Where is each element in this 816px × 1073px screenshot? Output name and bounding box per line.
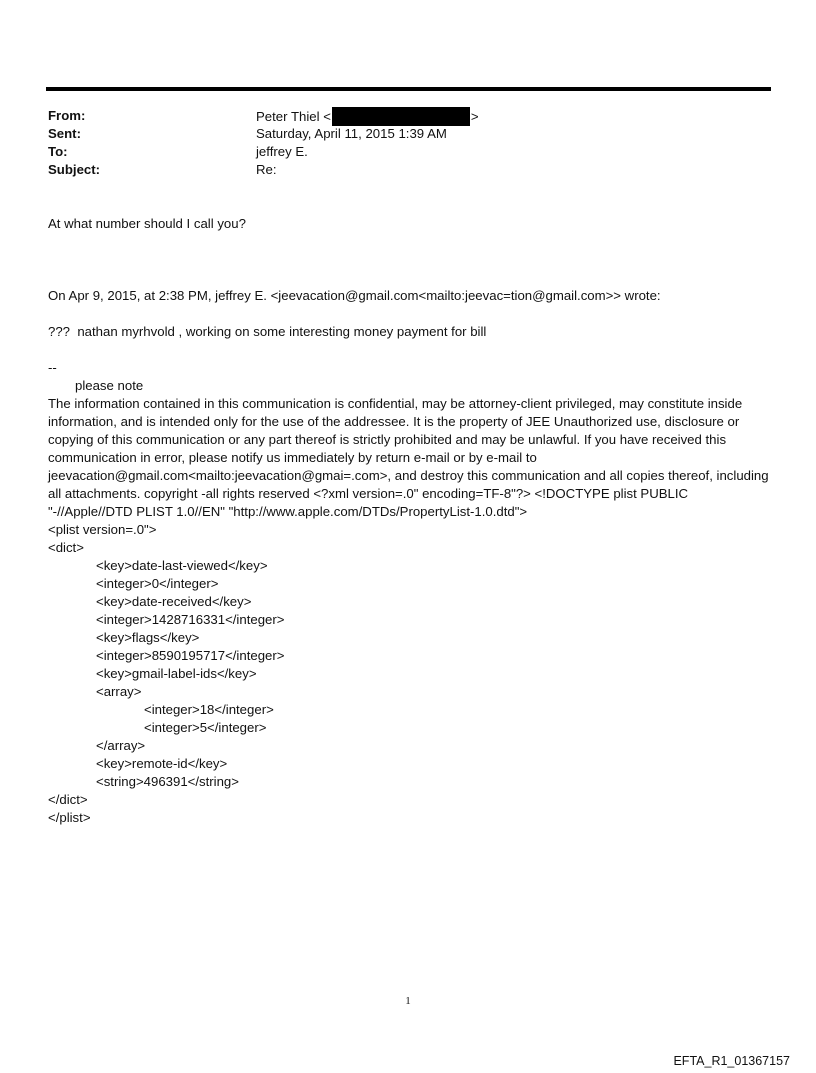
plist-line: <key>date-last-viewed</key> (96, 558, 268, 573)
plist-line: <integer>18</integer> (144, 702, 274, 717)
plist-line: </dict> (48, 792, 88, 807)
sent-value: Saturday, April 11, 2015 1:39 AM (256, 126, 447, 141)
plist-line: <integer>8590195717</integer> (96, 648, 285, 663)
quoted-message: ??? nathan myrhvold , working on some interesting money payment for bill (48, 324, 487, 339)
from-value (256, 107, 479, 125)
plist-line: <key>gmail-label-ids</key> (96, 666, 257, 681)
disclaimer-text: The information contained in this communication is confidential, may be attorney-client privileged, may constitute inside information, and is intended only for the use of the addressee. It is the property of JEE Unauthorized use, disclosure or copying of this communication or any part thereof is strictly prohibited and may be unlawful. If you have received this communication in error, please notify us immediately by return e-mail or by e-mail to jeevacation@gmail.com<mailto:jeevacation@gmai=.com>, and destroy this communication and all copies thereof, including all attachments. copyright -all rights reserved <?xml version=.0" encoding=TF-8"?> <!DOCTYPE plist PUBLIC "-//Apple//DTD PLIST 1.0//EN" "http://www.apple.com/DTDs/PropertyList-1.0.dtd"> (48, 396, 769, 519)
please-note: please note (75, 378, 144, 393)
from-row (48, 107, 479, 125)
redaction-block (332, 107, 470, 126)
to-label: To: (48, 144, 68, 159)
email-body (48, 215, 773, 827)
to-value: jeffrey E. (256, 144, 308, 159)
plist-line: <string>496391</string> (96, 774, 239, 789)
bates-number: EFTA_R1_01367157 (673, 1054, 790, 1068)
plist-line: <plist version=.0"> (48, 522, 157, 537)
sent-label: Sent: (48, 126, 81, 141)
sent-row (48, 125, 479, 143)
plist-line: <dict> (48, 540, 84, 555)
plist-line: <key>date-received</key> (96, 594, 252, 609)
from-label: From: (48, 108, 86, 123)
quote-intro: On Apr 9, 2015, at 2:38 PM, jeffrey E. <jeevacation@gmail.com<mailto:jeevac=tion@gmail.com>> wrote: (48, 288, 661, 303)
plist-line: <key>remote-id</key> (96, 756, 228, 771)
plist-line: <integer>1428716331</integer> (96, 612, 285, 627)
message-text: At what number should I call you? (48, 216, 246, 231)
plist-block (48, 521, 773, 827)
subject-row (48, 161, 479, 179)
subject-value: Re: (256, 162, 277, 177)
plist-line: </array> (96, 738, 146, 753)
subject-label: Subject: (48, 162, 101, 177)
page-number: 1 (405, 995, 411, 1007)
email-header (48, 107, 479, 179)
signature-separator: -- (48, 360, 57, 375)
plist-line: <key>flags</key> (96, 630, 200, 645)
plist-line: </plist> (48, 810, 91, 825)
to-row (48, 143, 479, 161)
plist-line: <integer>0</integer> (96, 576, 219, 591)
plist-line: <integer>5</integer> (144, 720, 267, 735)
from-bracket-close: > (470, 109, 479, 124)
from-name: Peter Thiel < (256, 109, 331, 124)
plist-line: <array> (96, 684, 142, 699)
header-rule (46, 87, 771, 91)
